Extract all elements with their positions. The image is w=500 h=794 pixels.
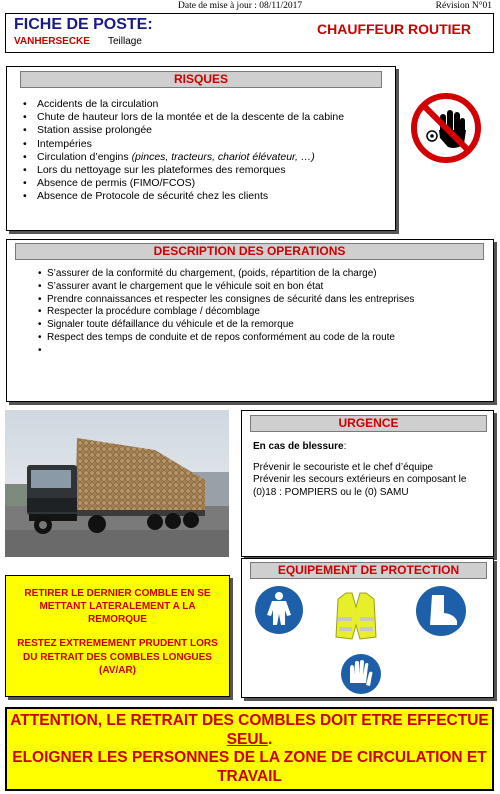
urgence-line-1: Prévenir le secouriste et le chef d’équipe: [253, 462, 434, 473]
list-item: [39, 345, 489, 358]
urgence-subtitle-bold: En cas de blessure: [253, 441, 344, 452]
header: [5, 13, 494, 53]
lateral-warning-box: [5, 575, 230, 697]
equipment-section: [241, 558, 494, 698]
list-item: • Accidents de la circulation: [23, 98, 395, 111]
urgence-title: URGENCE: [250, 415, 487, 432]
bottom-warning-line-1-end: .: [268, 730, 273, 748]
warning-text-2: RESTEZ EXTREMEMENT PRUDENT LORS DU RETRAIT DES COMBLES LONGUES (AV/AR): [17, 638, 218, 676]
list-item: • Absence de Protocole de sécurité chez les clients: [23, 190, 395, 203]
document-meta: [0, 1, 500, 13]
risques-section: [6, 66, 396, 231]
list-item: • S’assurer avant le chargement que le véhicule soit en bon état: [39, 281, 489, 294]
no-entry-hand-icon: [410, 92, 482, 164]
safety-boot-icon: [415, 585, 467, 637]
urgence-line-2: Prévenir les secours extérieurs en composant le (0)18 : POMPIERS ou le (0) SAMU: [253, 474, 467, 498]
list-item: • S’assurer de la conformité du chargement, (poids, répartition de la charge): [39, 268, 489, 281]
risques-title: RISQUES: [20, 71, 382, 88]
list-item: • Lors du nettoyage sur les plateformes des remorques: [23, 164, 395, 177]
risk-list: [23, 98, 395, 204]
list-item: • Station assise prolongée: [23, 124, 395, 137]
engins-detail: (pinces, tracteurs, chariot élévateur, …): [131, 150, 315, 163]
urgence-subtitle-colon: :: [343, 441, 347, 452]
list-item: • Signaler toute défaillance du véhicule et de la remorque: [39, 319, 489, 332]
urgence-section: [241, 410, 494, 557]
engins-label: Circulation d’engins: [37, 150, 129, 163]
truck-photo: [5, 410, 229, 557]
company-name: VANHERSECKE: [14, 36, 90, 47]
list-item: • Prendre connaissances et respecter les consignes de sécurité dans les entreprises: [39, 294, 489, 307]
operations-section: [6, 239, 494, 402]
list-item: • Intempéries: [23, 138, 395, 151]
bottom-warning-line-1-start: ATTENTION, LE RETRAIT DES COMBLES DOIT ETRE EFFECTUE: [10, 712, 489, 729]
safety-vest-icon: [332, 591, 380, 641]
update-date: Date de mise à jour : 08/11/2017: [178, 1, 303, 11]
list-item: • Absence de permis (FIMO/FCOS): [23, 177, 395, 190]
coverall-icon: [254, 585, 304, 635]
bottom-warning-line-2: ELOIGNER LES PERSONNES DE LA ZONE DE CIRCULATION ET TRAVAIL: [12, 749, 487, 785]
urgence-instructions: [253, 462, 488, 499]
bottom-warning-line-1: [7, 712, 492, 749]
operations-list: [39, 268, 489, 358]
warning-text-1: RETIRER LE DERNIER COMBLE EN SE METTANT LATERALEMENT A LA REMORQUE: [24, 588, 211, 625]
equipment-title: EQUIPEMENT DE PROTECTION: [250, 562, 487, 579]
department-name: Teillage: [108, 36, 142, 47]
job-title: CHAUFFEUR ROUTIER: [317, 21, 471, 37]
urgence-subtitle: [253, 441, 346, 452]
list-item: • Chute de hauteur lors de la montée et de la descente de la cabine: [23, 111, 395, 124]
list-item: • Respect des temps de conduite et de repos conformément au code de la route: [39, 332, 489, 345]
operations-title: DESCRIPTION DES OPERATIONS: [15, 243, 484, 260]
list-item: • Respecter la procédure comblage / décomblage: [39, 306, 489, 319]
bottom-warning-underlined-word: SEUL: [226, 730, 269, 748]
list-item: [23, 151, 395, 164]
revision-number: Révision N°01: [435, 1, 492, 11]
page-title: FICHE DE POSTE:: [14, 16, 153, 33]
bottom-warning-banner: [5, 707, 494, 791]
gloves-icon: [340, 653, 382, 695]
